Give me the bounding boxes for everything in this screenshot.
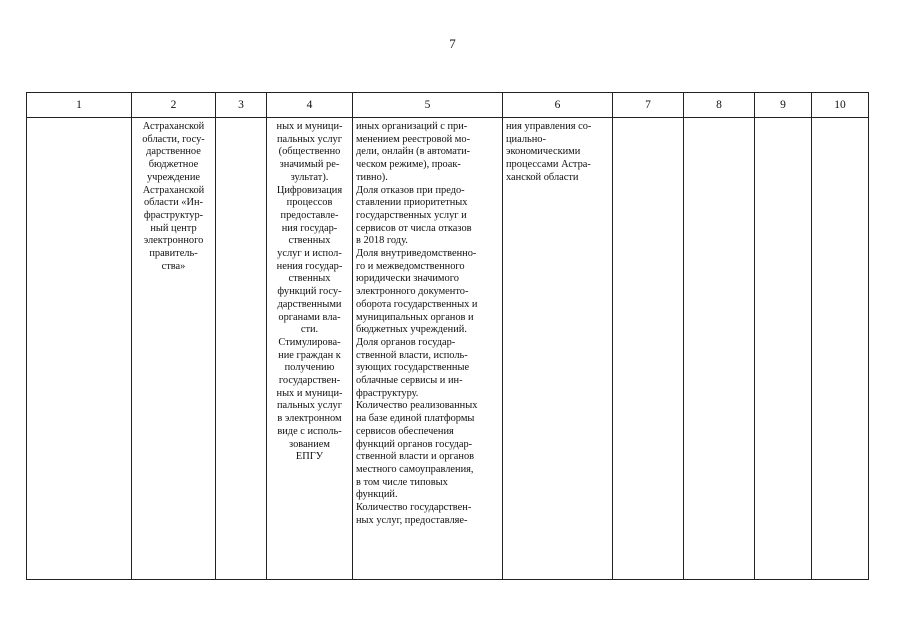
text-line: циально- <box>506 133 546 145</box>
text-line: Доля внутриведомственно- <box>356 248 477 260</box>
column-header-9: 9 <box>755 93 812 118</box>
column-header-4: 4 <box>267 93 353 118</box>
table-row <box>27 118 869 580</box>
column-header-10: 10 <box>812 93 869 118</box>
text-line: сти. <box>300 324 319 336</box>
text-line: облачные сервисы и ин- <box>356 375 463 387</box>
text-line: зованием <box>289 438 330 450</box>
text-line: (общественно <box>278 146 341 158</box>
page-number: 7 <box>449 36 456 51</box>
cell-col-1 <box>27 118 132 580</box>
text-line: зультат). <box>290 171 329 183</box>
column-header-2: 2 <box>132 93 216 118</box>
text-line: в электронном <box>277 413 342 425</box>
text-line: ния управления со- <box>506 121 592 132</box>
text-line: экономическими <box>506 146 581 158</box>
text-line: области «Ин- <box>143 197 204 209</box>
text-line: ных и муници- <box>276 121 343 132</box>
text-line: местного самоуправления, <box>356 463 474 475</box>
text-line: ства» <box>161 260 186 272</box>
text-line: органами вла- <box>278 311 341 323</box>
text-line: ственных <box>288 235 331 247</box>
text-line: Астраханской <box>142 184 205 196</box>
column-header-1: 1 <box>27 93 132 118</box>
text-line: зующих государственные <box>356 362 470 374</box>
text-line: Количество реализованных <box>356 400 478 412</box>
text-line: Стимулирова- <box>278 336 341 348</box>
text-line: ных услуг, предоставляе- <box>356 514 468 526</box>
text-line: дели, онлайн (в автомати- <box>356 146 471 158</box>
text-line: ние граждан к <box>278 349 341 361</box>
text-line: оборота государственных и <box>356 298 478 310</box>
cell-col-9 <box>755 118 812 580</box>
text-line: Доля отказов при предо- <box>356 184 465 196</box>
text-line: процессами Астра- <box>506 159 591 171</box>
text-line: ственных <box>288 273 331 285</box>
text-line: ческом режиме), проак- <box>356 159 461 171</box>
text-line: получению <box>284 362 335 374</box>
text-line: правитель- <box>149 248 198 260</box>
text-line: предоставле- <box>280 209 339 221</box>
text-line: ния государ- <box>281 222 338 234</box>
document-table <box>26 92 869 580</box>
text-line: сервисов обеспечения <box>356 425 454 437</box>
text-line: значимый ре- <box>279 159 340 171</box>
text-line: пальных услуг <box>277 400 342 412</box>
column-header-6: 6 <box>503 93 613 118</box>
text-line: на базе единой платформы <box>356 413 475 425</box>
responsible-organization <box>132 118 215 273</box>
text-line: виде с исполь- <box>277 425 342 437</box>
cell-col-6 <box>503 118 613 580</box>
header-row <box>27 93 869 118</box>
column-header-5: 5 <box>353 93 503 118</box>
text-line: электронного документо- <box>356 286 469 298</box>
text-line: ставлении приоритетных <box>356 197 468 209</box>
management-description <box>503 118 612 185</box>
text-line: электронного <box>143 235 204 247</box>
result-description <box>267 118 352 464</box>
column-header-3: 3 <box>216 93 267 118</box>
column-header-7: 7 <box>613 93 684 118</box>
text-line: юридически значимого <box>356 273 459 285</box>
text-line: менением реестровой мо- <box>356 133 471 145</box>
text-line: фраструктур- <box>143 209 204 221</box>
text-line: ных и муници- <box>276 387 343 399</box>
text-line: функций. <box>356 489 398 501</box>
cell-col-4 <box>267 118 353 580</box>
indicators-description <box>353 118 502 528</box>
text-line: муниципальных органов и <box>356 311 474 323</box>
text-line: нения государ- <box>276 260 343 272</box>
text-line: государствен- <box>278 375 341 387</box>
cell-col-3 <box>216 118 267 580</box>
text-line: в том числе типовых <box>356 476 448 488</box>
cell-col-5 <box>353 118 503 580</box>
text-line: Астраханской <box>142 121 205 132</box>
cell-col-7 <box>613 118 684 580</box>
text-line: процессов <box>286 197 333 209</box>
text-line: го и межведомственного <box>356 260 465 272</box>
text-line: иных организаций с при- <box>356 121 468 132</box>
text-line: тивно). <box>356 171 388 183</box>
text-line: функций госу- <box>277 286 342 298</box>
text-line: бюджетное <box>148 159 199 171</box>
text-line: фраструктуру. <box>356 387 419 399</box>
text-line: Количество государствен- <box>356 502 472 514</box>
cell-col-10 <box>812 118 869 580</box>
cell-col-8 <box>684 118 755 580</box>
text-line: Цифровизация <box>276 184 343 196</box>
text-line: дарственными <box>277 298 342 310</box>
text-line: дарственное <box>146 146 201 158</box>
cell-col-2 <box>132 118 216 580</box>
text-line: услуг и испол- <box>277 248 342 260</box>
text-line: ЕПГУ <box>295 451 324 463</box>
text-line: учреждение <box>146 171 201 183</box>
text-line: сервисов от числа отказов <box>356 222 472 234</box>
text-line: ственной власти, исполь- <box>356 349 468 361</box>
text-line: Доля органов государ- <box>356 336 456 348</box>
text-line: бюджетных учреждений. <box>356 324 467 336</box>
text-line: ханской области <box>506 171 579 183</box>
column-header-8: 8 <box>684 93 755 118</box>
text-line: государственных услуг и <box>356 209 467 221</box>
text-line: пальных услуг <box>277 133 342 145</box>
text-line: функций органов государ- <box>356 438 473 450</box>
text-line: ственной власти и органов <box>356 451 475 463</box>
text-line: в 2018 году. <box>356 235 408 247</box>
text-line: области, госу- <box>142 133 205 145</box>
text-line: ный центр <box>150 222 197 234</box>
